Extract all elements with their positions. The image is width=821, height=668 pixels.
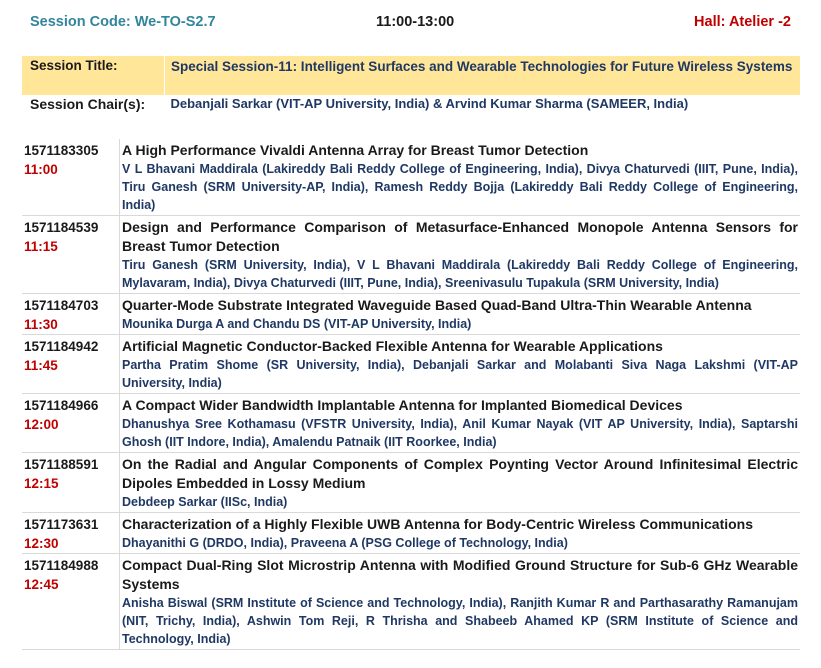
paper-id: 1571184703: [24, 298, 99, 313]
paper-id-cell: [22, 139, 120, 216]
paper-id: 1571188591: [24, 457, 99, 472]
paper-id: 1571184539: [24, 220, 99, 235]
paper-content-cell: [120, 453, 801, 513]
paper-time: 12:15: [24, 476, 59, 491]
paper-content-cell: [120, 294, 801, 335]
paper-authors: Mounika Durga A and Chandu DS (VIT-AP University, India): [122, 317, 472, 331]
paper-content-cell: [120, 335, 801, 394]
paper-authors: Anisha Biswal (SRM Institute of Science and Technology, India), Ranjith Kumar R and Parthasarathy Ramanujam (NIT, Trichy, India), Ashwin Tom Reji, R Thrisha and Shabeeb Ahamed KP (SRM Institute of Science and Technology, India): [122, 596, 798, 646]
paper-time: 12:30: [24, 536, 59, 551]
paper-id-cell: [22, 513, 120, 554]
paper-title: Compact Dual-Ring Slot Microstrip Antenna with Modified Ground Structure for Sub-6 GHz Wearable Systems: [122, 557, 798, 592]
session-time: 11:00-13:00: [376, 14, 455, 30]
paper-time: 12:45: [24, 577, 59, 592]
paper-content-cell: [120, 513, 801, 554]
paper-time: 11:30: [24, 317, 58, 332]
paper-authors: Dhayanithi G (DRDO, India), Praveena A (PSG College of Technology, India): [122, 536, 568, 550]
paper-authors: Debdeep Sarkar (IISc, India): [122, 495, 288, 509]
session-hall: Hall: Atelier -2: [694, 14, 791, 30]
paper-id: 1571184988: [24, 558, 99, 573]
paper-id-cell: [22, 335, 120, 394]
paper-title: Quarter-Mode Substrate Integrated Waveguide Based Quad-Band Ultra-Thin Wearable Antenna: [122, 297, 752, 313]
paper-title: Characterization of a Highly Flexible UWB Antenna for Body-Centric Wireless Communications: [122, 516, 754, 532]
paper-row: [22, 513, 800, 554]
paper-content-cell: [120, 139, 801, 216]
paper-time: 11:45: [24, 358, 58, 373]
paper-time: 11:00: [24, 162, 58, 177]
paper-time: 11:15: [24, 239, 58, 254]
session-code: Session Code: We-TO-S2.7: [30, 14, 216, 30]
paper-authors: Dhanushya Sree Kothamasu (VFSTR University, India), Anil Kumar Nayak (VIT AP University, India), Saptarshi Ghosh (IIT Indore, India), Amalendu Patnaik (IIT Roorkee, India): [122, 417, 798, 449]
paper-content-cell: [120, 554, 801, 650]
paper-id: 1571173631: [24, 517, 99, 532]
paper-authors: Partha Pratim Shome (SR University, India), Debanjali Sarkar and Molabanti Siva Naga Lakshmi (VIT-AP University, India): [122, 358, 798, 390]
paper-id-cell: [22, 394, 120, 453]
paper-row: [22, 394, 800, 453]
paper-title: Artificial Magnetic Conductor-Backed Flexible Antenna for Wearable Applications: [122, 338, 663, 354]
session-chairs: Debanjali Sarkar (VIT-AP University, India) & Arvind Kumar Sharma (SAMEER, India): [165, 95, 801, 117]
session-info-table: [22, 56, 800, 117]
paper-id: 1571184942: [24, 339, 99, 354]
paper-row: [22, 216, 800, 294]
paper-id-cell: [22, 453, 120, 513]
session-chair-label: Session Chair(s):: [22, 95, 165, 117]
paper-row: [22, 554, 800, 650]
paper-title: A Compact Wider Bandwidth Implantable Antenna for Implanted Biomedical Devices: [122, 397, 683, 413]
paper-content-cell: [120, 394, 801, 453]
paper-row: [22, 335, 800, 394]
paper-title: On the Radial and Angular Components of Complex Poynting Vector Around Infinitesimal Electric Dipoles Embedded in Lossy Medium: [122, 456, 798, 491]
session-title-row: [22, 56, 800, 95]
paper-id-cell: [22, 294, 120, 335]
paper-id: 1571183305: [24, 143, 99, 158]
paper-content-cell: [120, 216, 801, 294]
paper-row: [22, 294, 800, 335]
paper-id-cell: [22, 554, 120, 650]
session-header: [0, 14, 821, 36]
paper-time: 12:00: [24, 417, 59, 432]
paper-row: [22, 453, 800, 513]
paper-authors: V L Bhavani Maddirala (Lakireddy Bali Reddy College of Engineering, India), Divya Chaturvedi (IIIT, Pune, India), Tiru Ganesh (SRM University-AP, India), Ramesh Reddy Bojja (Lakireddy Bali Reddy College of Engineering, India): [122, 162, 798, 212]
paper-authors: Tiru Ganesh (SRM University, India), V L Bhavani Maddirala (Lakireddy Bali Reddy College of Engineering, Mylavaram, India), Divya Chaturvedi (IIIT, Pune, India), Sreenivasulu Tupakula (SRM University, India): [122, 258, 798, 290]
session-chair-row: [22, 95, 800, 117]
paper-title: A High Performance Vivaldi Antenna Array for Breast Tumor Detection: [122, 142, 589, 158]
paper-id-cell: [22, 216, 120, 294]
paper-id: 1571184966: [24, 398, 99, 413]
papers-table: [22, 139, 800, 650]
paper-title: Design and Performance Comparison of Metasurface-Enhanced Monopole Antenna Sensors for Breast Tumor Detection: [122, 219, 798, 254]
session-title-label: Session Title:: [22, 56, 165, 95]
paper-row: [22, 139, 800, 216]
session-title: Special Session-11: Intelligent Surfaces and Wearable Technologies for Future Wireless Systems: [165, 56, 801, 95]
